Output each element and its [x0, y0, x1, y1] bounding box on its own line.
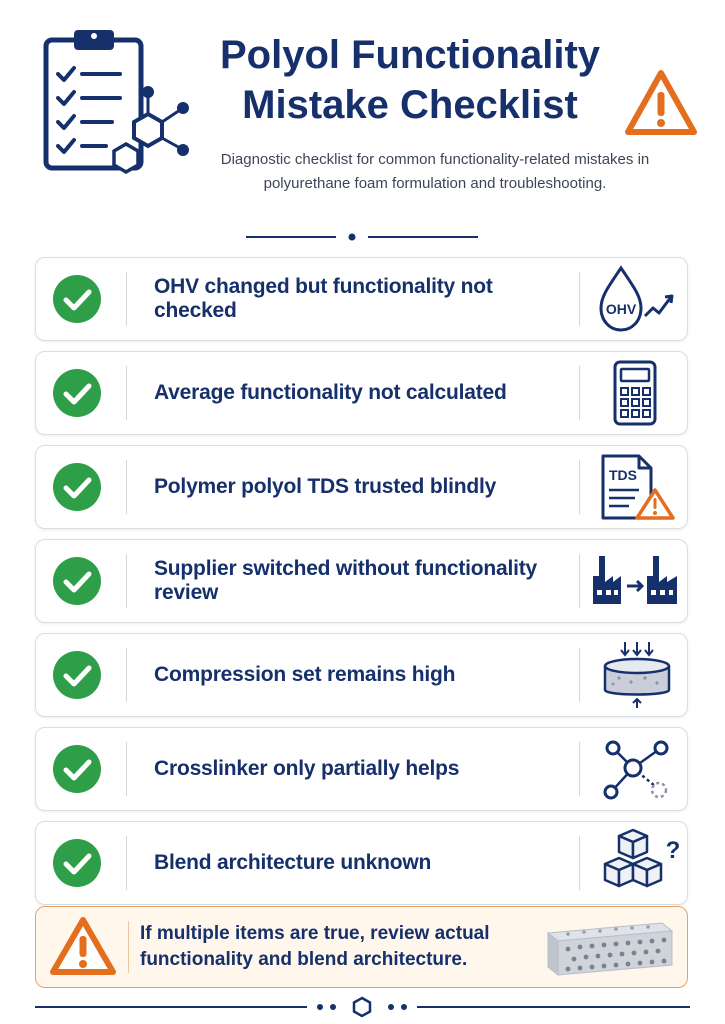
checklist-item	[35, 821, 688, 905]
checklist-item	[35, 445, 688, 529]
checklist	[35, 257, 688, 915]
tds-icon-text: TDS	[609, 467, 637, 483]
factory-switch-icon	[589, 546, 681, 616]
row-separator	[126, 272, 127, 326]
note-line-1: If multiple items are true, review actual	[140, 923, 490, 944]
row-separator	[126, 648, 127, 702]
ohv-icon-text: OHV	[605, 301, 637, 317]
row-separator	[126, 460, 127, 514]
item-label: Average functionality not calculated	[154, 381, 507, 404]
row-separator	[126, 742, 127, 796]
warning-triangle-icon	[48, 915, 118, 977]
item-label: Compression set remains high	[154, 663, 456, 686]
subtitle: Diagnostic checklist for common functionality-related mistakes in polyurethane foam formulation and troubleshooting.	[220, 151, 650, 192]
checklist-item	[35, 633, 688, 717]
row-separator	[126, 366, 127, 420]
row-separator	[579, 554, 580, 608]
check-icon	[53, 463, 101, 511]
tds-document-warning-icon	[589, 452, 681, 522]
item-label: Supplier switched without functionality review	[154, 557, 538, 604]
row-separator	[579, 366, 580, 420]
row-separator	[579, 836, 580, 890]
ohv-droplet-trend-icon	[589, 264, 681, 334]
question-mark-text: ?	[665, 837, 681, 864]
summary-note	[35, 906, 688, 988]
calculator-icon	[589, 358, 681, 428]
row-separator	[579, 272, 580, 326]
footer-divider	[35, 996, 690, 1018]
checklist-item	[35, 539, 688, 623]
row-separator	[126, 836, 127, 890]
row-separator	[579, 742, 580, 796]
note-text	[140, 921, 530, 973]
checklist-item	[35, 351, 688, 435]
row-separator	[579, 648, 580, 702]
check-icon	[53, 275, 101, 323]
row-separator	[126, 554, 127, 608]
note-separator	[128, 921, 129, 973]
header-divider	[240, 230, 485, 244]
item-label: OHV changed but functionality not checked	[154, 275, 493, 322]
check-icon	[53, 839, 101, 887]
molecule-network-icon	[589, 734, 681, 804]
foam-block-image	[538, 919, 678, 977]
item-label: Crosslinker only partially helps	[154, 757, 460, 780]
check-icon	[53, 369, 101, 417]
title-line-2: Mistake Checklist	[242, 83, 578, 127]
check-icon	[53, 651, 101, 699]
header	[0, 0, 725, 250]
warning-triangle-icon	[624, 68, 698, 138]
cube-stack-question-icon	[589, 828, 681, 898]
check-icon	[53, 557, 101, 605]
note-line-2: functionality and blend architecture.	[140, 949, 468, 970]
item-label: Blend architecture unknown	[154, 851, 432, 874]
row-separator	[579, 460, 580, 514]
compressed-foam-icon	[589, 640, 681, 710]
checklist-item	[35, 727, 688, 811]
page-title	[170, 30, 650, 130]
check-icon	[53, 745, 101, 793]
item-label: Polymer polyol TDS trusted blindly	[154, 475, 497, 498]
title-line-1: Polyol Functionality	[219, 33, 601, 77]
checklist-item	[35, 257, 688, 341]
